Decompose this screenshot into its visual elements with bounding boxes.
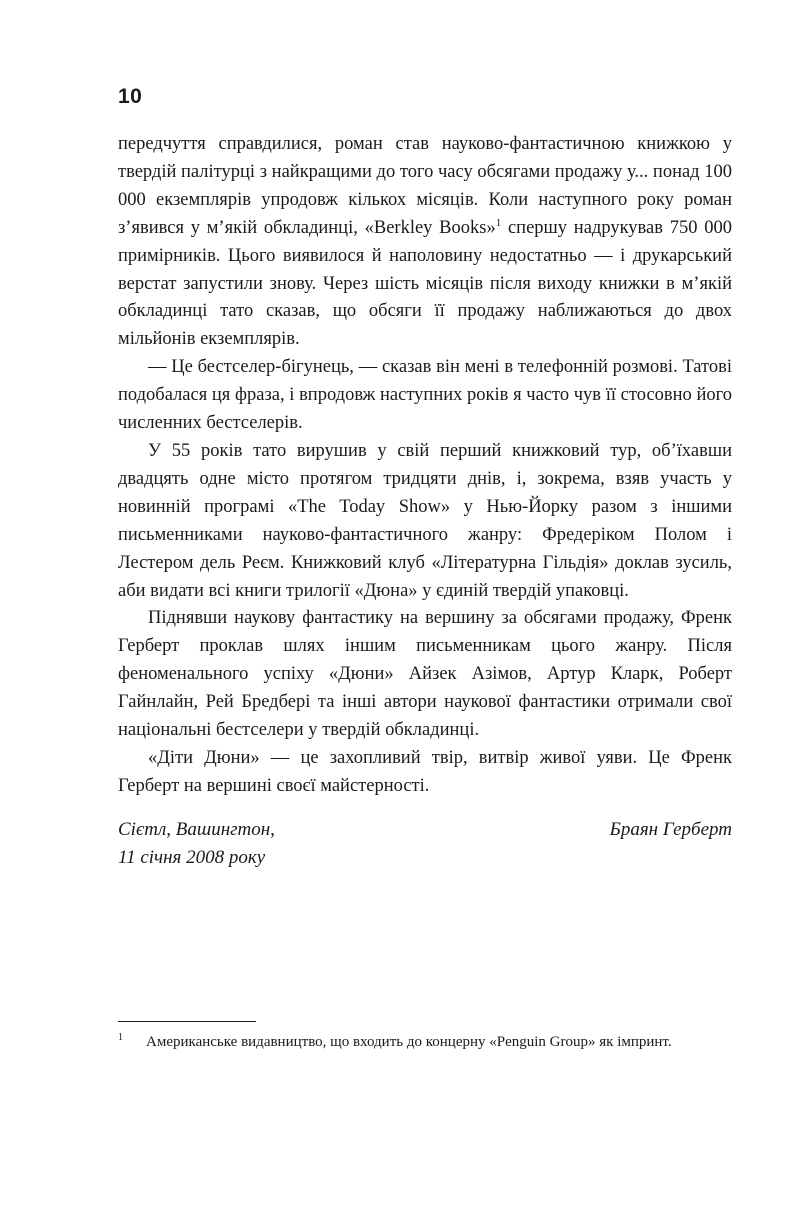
footnote-mark: 1 bbox=[118, 1032, 123, 1043]
paragraph-4: Піднявши наукову фантастику на вершину за обсягами продажу, Френк Герберт проклав шлях іншим письменникам цього жанру. Після феноменального успіху «Дюни» Айзек Азімов, Артур Кларк, Роберт Гайнлайн, Рей Бредбері та інші автори наукової фантастики отримали свої національні бестселери у твердій обкладинці. bbox=[118, 608, 732, 741]
signature-place: Сієтл, Вашингтон, bbox=[118, 819, 275, 840]
signature-date: 11 січня 2008 року bbox=[118, 847, 266, 868]
paragraph-1-text-cont: спершу надрукував 750 000 примірників. Цього виявилося й наполовину недостатньо — і друкарський верстат запустили знову. Через шість місяців після виходу книжки в м’якій обкладинці тато сказав, що обсяги її продажу наближаються до двох мільйонів екземплярів. bbox=[118, 217, 732, 350]
footnote-text: Американське видавництво, що входить до концерну «Penguin Group» як імпринт. bbox=[146, 1034, 672, 1050]
signature-place-date bbox=[118, 816, 275, 872]
footnote-reference: 1 bbox=[495, 216, 502, 229]
footnote-divider bbox=[118, 1021, 256, 1022]
page-number: 10 bbox=[118, 85, 143, 108]
paragraph-2: — Це бестселер-бігунець, — сказав він мені в телефонній розмові. Татові подобалася ця фраза, і впродовж наступних років я часто чув її стосовно його численних бестселерів. bbox=[118, 357, 732, 434]
signature-author: Браян Герберт bbox=[609, 819, 732, 840]
paragraph-3: У 55 років тато вирушив у свій перший книжковий тур, об’їхавши двадцять одне місто протягом тридцяти днів, і, зокрема, взяв участь у новинній програмі «The Today Show» у Нью-Йорку разом з іншими письменниками науково-фантастичного жанру: Фредеріком Полом і Лестером дель Реєм. Книжковий клуб «Літературна Гільдія» доклав зусиль, аби видати всі книги трилогії «Дюна» у єдиній твердій упаковці. bbox=[118, 440, 732, 601]
paragraph-1-text: передчуття справдилися, роман став науково-фантастичною книжкою у твердій палітурці з найкращими до того часу обсягами продажу у... понад 100 000 екземплярів упродовж кількох місяців. Коли наступного року роман з’явився у м’якій обкладинці, «Berkley Books» bbox=[118, 134, 732, 238]
footnote bbox=[118, 1031, 732, 1053]
paragraph-1 bbox=[118, 131, 732, 354]
paragraph-5: «Діти Дюни» — це захопливий твір, витвір живої уяви. Це Френк Герберт на вершині своєї майстерності. bbox=[118, 747, 732, 796]
body-text bbox=[118, 131, 732, 801]
